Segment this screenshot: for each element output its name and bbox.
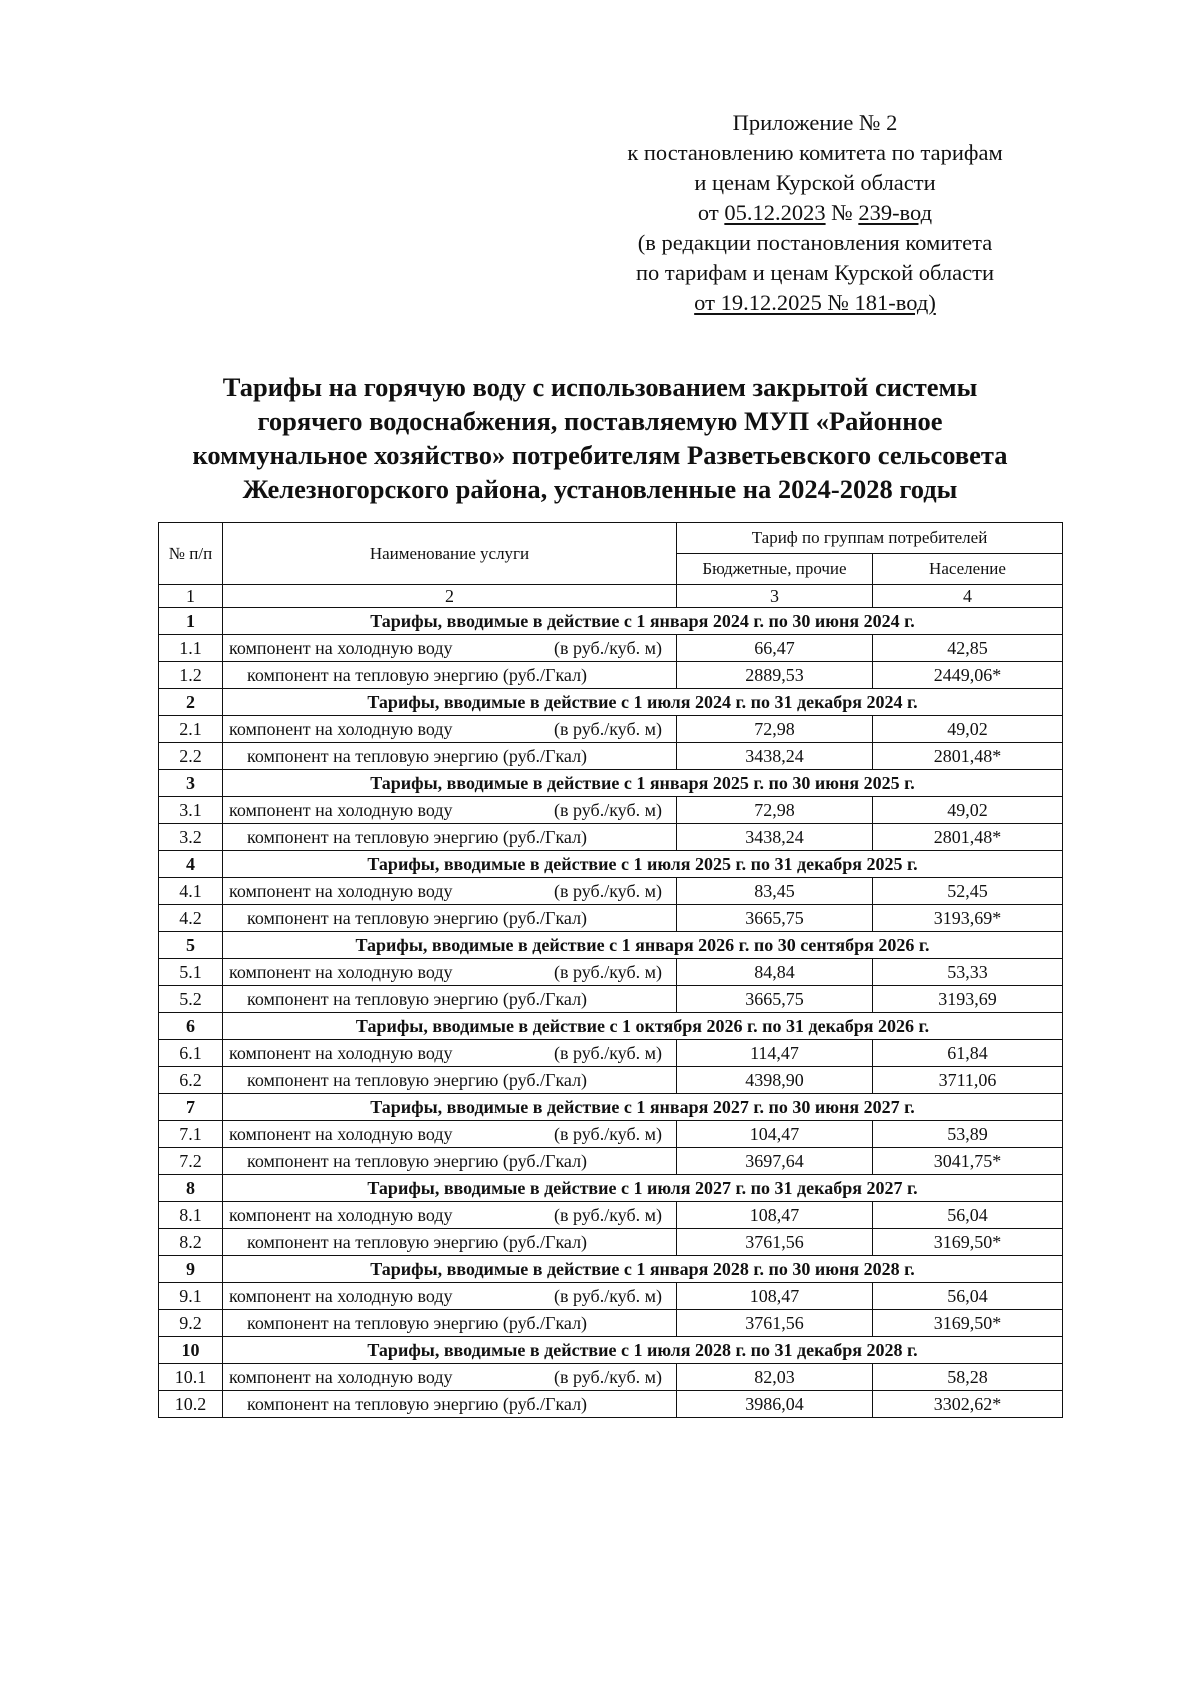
population-tariff: 3193,69: [873, 986, 1063, 1013]
section-title: Тарифы, вводимые в действие с 1 июля 2027 г. по 31 декабря 2027 г.: [223, 1175, 1063, 1202]
service-cold-unit: (в руб./куб. м): [554, 1286, 662, 1306]
population-tariff: 53,89: [873, 1121, 1063, 1148]
population-tariff: 3711,06: [873, 1067, 1063, 1094]
service-name: [223, 1040, 677, 1067]
row-number: 9.2: [159, 1310, 223, 1337]
row-number: 3.2: [159, 824, 223, 851]
service-name: [223, 1283, 677, 1310]
tariff-row: [159, 797, 1063, 824]
budget-tariff: 72,98: [677, 797, 873, 824]
budget-tariff: 3986,04: [677, 1391, 873, 1418]
section-row: [159, 689, 1063, 716]
section-number: 4: [159, 851, 223, 878]
order-reference: [580, 198, 1050, 228]
budget-tariff: 72,98: [677, 716, 873, 743]
budget-tariff: 3761,56: [677, 1310, 873, 1337]
service-cold-wrap: [229, 1041, 670, 1065]
amendment-reference: от 19.12.2025 № 181-вод): [694, 290, 936, 315]
population-tariff: 53,33: [873, 959, 1063, 986]
service-name: [223, 959, 677, 986]
population-tariff: 3302,62*: [873, 1391, 1063, 1418]
tariff-row: [159, 1229, 1063, 1256]
population-tariff: 3169,50*: [873, 1310, 1063, 1337]
service-cold-wrap: [229, 636, 670, 660]
section-title: Тарифы, вводимые в действие с 1 января 2025 г. по 30 июня 2025 г.: [223, 770, 1063, 797]
row-number: 7.1: [159, 1121, 223, 1148]
row-number: 3.1: [159, 797, 223, 824]
row-number: 2.1: [159, 716, 223, 743]
tariff-row: [159, 986, 1063, 1013]
budget-tariff: 114,47: [677, 1040, 873, 1067]
service-heat-label: компонент на тепловую энергию (руб./Гкал): [247, 746, 588, 766]
tariff-row: [159, 1067, 1063, 1094]
tariff-table-body: [159, 523, 1063, 1418]
service-name: [223, 1391, 677, 1418]
tariff-row: [159, 635, 1063, 662]
service-cold-unit: (в руб./куб. м): [554, 881, 662, 901]
row-number: 9.1: [159, 1283, 223, 1310]
service-cold-label: компонент на холодную воду: [229, 962, 453, 982]
order-no-sign: №: [831, 200, 853, 225]
population-tariff: 2449,06*: [873, 662, 1063, 689]
service-cold-wrap: [229, 1203, 670, 1227]
budget-tariff: 3761,56: [677, 1229, 873, 1256]
row-number: 10.2: [159, 1391, 223, 1418]
budget-tariff: 3665,75: [677, 986, 873, 1013]
service-cold-wrap: [229, 879, 670, 903]
tariff-row: [159, 1040, 1063, 1067]
table-header-row: [159, 523, 1063, 554]
service-cold-label: компонент на холодную воду: [229, 800, 453, 820]
tariff-row: [159, 959, 1063, 986]
population-tariff: 49,02: [873, 716, 1063, 743]
tariff-row: [159, 662, 1063, 689]
population-tariff: 58,28: [873, 1364, 1063, 1391]
section-title: Тарифы, вводимые в действие с 1 января 2026 г. по 30 сентября 2026 г.: [223, 932, 1063, 959]
service-name: [223, 716, 677, 743]
service-heat-label: компонент на тепловую энергию (руб./Гкал): [247, 989, 588, 1009]
column-number: 1: [159, 585, 223, 608]
section-number: 9: [159, 1256, 223, 1283]
budget-tariff: 108,47: [677, 1283, 873, 1310]
service-name: [223, 905, 677, 932]
service-name: [223, 1229, 677, 1256]
section-title: Тарифы, вводимые в действие с 1 января 2024 г. по 30 июня 2024 г.: [223, 608, 1063, 635]
budget-tariff: 82,03: [677, 1364, 873, 1391]
section-row: [159, 608, 1063, 635]
title-line: коммунальное хозяйство» потребителям Разветьевского сельсовета: [192, 440, 1008, 470]
section-number: 3: [159, 770, 223, 797]
section-number: 8: [159, 1175, 223, 1202]
section-row: [159, 932, 1063, 959]
budget-tariff: 2889,53: [677, 662, 873, 689]
tariff-row: [159, 824, 1063, 851]
service-cold-unit: (в руб./куб. м): [554, 800, 662, 820]
service-cold-label: компонент на холодную воду: [229, 1124, 453, 1144]
budget-tariff: 84,84: [677, 959, 873, 986]
order-prefix: от: [697, 200, 719, 225]
header-service: Наименование услуги: [223, 523, 677, 585]
order-number: 239-вод: [858, 200, 933, 225]
budget-tariff: 66,47: [677, 635, 873, 662]
order-date: 05.12.2023: [724, 200, 826, 225]
service-cold-wrap: [229, 717, 670, 741]
budget-tariff: 3438,24: [677, 743, 873, 770]
tariff-row: [159, 1310, 1063, 1337]
service-cold-label: компонент на холодную воду: [229, 719, 453, 739]
row-number: 2.2: [159, 743, 223, 770]
title-line: Тарифы на горячую воду с использованием закрытой системы: [222, 372, 978, 402]
service-heat-label: компонент на тепловую энергию (руб./Гкал): [247, 1313, 588, 1333]
section-title: Тарифы, вводимые в действие с 1 июля 2024 г. по 31 декабря 2024 г.: [223, 689, 1063, 716]
row-number: 5.1: [159, 959, 223, 986]
row-number: 8.2: [159, 1229, 223, 1256]
service-heat-label: компонент на тепловую энергию (руб./Гкал): [247, 908, 588, 928]
tariff-row: [159, 1121, 1063, 1148]
tariff-row: [159, 743, 1063, 770]
service-cold-wrap: [229, 1122, 670, 1146]
service-cold-label: компонент на холодную воду: [229, 638, 453, 658]
tariff-row: [159, 1202, 1063, 1229]
service-cold-label: компонент на холодную воду: [229, 1367, 453, 1387]
service-cold-label: компонент на холодную воду: [229, 881, 453, 901]
row-number: 8.1: [159, 1202, 223, 1229]
row-number: 4.1: [159, 878, 223, 905]
service-name: [223, 824, 677, 851]
title-line: горячего водоснабжения, поставляемую МУП «Районное: [257, 406, 943, 436]
document-title: [150, 370, 1050, 506]
service-name: [223, 1148, 677, 1175]
row-number: 7.2: [159, 1148, 223, 1175]
appendix-ref-line-1: к постановлению комитета по тарифам: [627, 140, 1003, 165]
service-cold-wrap: [229, 1284, 670, 1308]
section-title: Тарифы, вводимые в действие с 1 января 2028 г. по 30 июня 2028 г.: [223, 1256, 1063, 1283]
section-number: 1: [159, 608, 223, 635]
population-tariff: 56,04: [873, 1283, 1063, 1310]
service-heat-label: компонент на тепловую энергию (руб./Гкал): [247, 827, 588, 847]
population-tariff: 52,45: [873, 878, 1063, 905]
budget-tariff: 4398,90: [677, 1067, 873, 1094]
service-name: [223, 986, 677, 1013]
row-number: 6.1: [159, 1040, 223, 1067]
service-cold-unit: (в руб./куб. м): [554, 1367, 662, 1387]
service-name: [223, 635, 677, 662]
service-name: [223, 1067, 677, 1094]
service-name: [223, 1364, 677, 1391]
tariff-row: [159, 716, 1063, 743]
amendment-line-2: по тарифам и ценам Курской области: [635, 260, 995, 285]
section-title: Тарифы, вводимые в действие с 1 октября 2026 г. по 31 декабря 2026 г.: [223, 1013, 1063, 1040]
amendment-line-1: (в редакции постановления комитета: [637, 230, 993, 255]
budget-tariff: 3697,64: [677, 1148, 873, 1175]
header-budget: Бюджетные, прочие: [677, 554, 873, 585]
population-tariff: 2801,48*: [873, 743, 1063, 770]
service-cold-unit: (в руб./куб. м): [554, 1124, 662, 1144]
service-name: [223, 1121, 677, 1148]
service-name: [223, 878, 677, 905]
header-population: Население: [873, 554, 1063, 585]
service-cold-label: компонент на холодную воду: [229, 1286, 453, 1306]
section-row: [159, 1256, 1063, 1283]
service-cold-wrap: [229, 798, 670, 822]
row-number: 1.2: [159, 662, 223, 689]
section-number: 7: [159, 1094, 223, 1121]
budget-tariff: 83,45: [677, 878, 873, 905]
section-row: [159, 1013, 1063, 1040]
appendix-ref-line-2: и ценам Курской области: [694, 170, 936, 195]
service-name: [223, 797, 677, 824]
row-number: 5.2: [159, 986, 223, 1013]
tariff-row: [159, 1364, 1063, 1391]
service-name: [223, 1202, 677, 1229]
service-heat-label: компонент на тепловую энергию (руб./Гкал): [247, 1394, 588, 1414]
service-cold-unit: (в руб./куб. м): [554, 962, 662, 982]
population-tariff: 3169,50*: [873, 1229, 1063, 1256]
service-heat-label: компонент на тепловую энергию (руб./Гкал): [247, 665, 588, 685]
appendix-header: [580, 108, 1050, 318]
population-tariff: 56,04: [873, 1202, 1063, 1229]
appendix-number: Приложение № 2: [732, 110, 898, 135]
budget-tariff: 3438,24: [677, 824, 873, 851]
service-name: [223, 662, 677, 689]
tariff-row: [159, 878, 1063, 905]
section-row: [159, 1175, 1063, 1202]
row-number: 6.2: [159, 1067, 223, 1094]
population-tariff: 2801,48*: [873, 824, 1063, 851]
budget-tariff: 104,47: [677, 1121, 873, 1148]
service-cold-unit: (в руб./куб. м): [554, 1043, 662, 1063]
column-number: 2: [223, 585, 677, 608]
column-number: 3: [677, 585, 873, 608]
section-row: [159, 851, 1063, 878]
population-tariff: 42,85: [873, 635, 1063, 662]
section-number: 2: [159, 689, 223, 716]
header-tariff-group: Тариф по группам потребителей: [677, 523, 1063, 554]
budget-tariff: 108,47: [677, 1202, 873, 1229]
population-tariff: 49,02: [873, 797, 1063, 824]
section-number: 6: [159, 1013, 223, 1040]
service-heat-label: компонент на тепловую энергию (руб./Гкал): [247, 1232, 588, 1252]
population-tariff: 3193,69*: [873, 905, 1063, 932]
row-number: 1.1: [159, 635, 223, 662]
population-tariff: 3041,75*: [873, 1148, 1063, 1175]
column-number: 4: [873, 585, 1063, 608]
section-number: 10: [159, 1337, 223, 1364]
tariff-table: [158, 522, 1063, 1418]
service-name: [223, 1310, 677, 1337]
service-cold-label: компонент на холодную воду: [229, 1205, 453, 1225]
service-cold-unit: (в руб./куб. м): [554, 638, 662, 658]
service-name: [223, 743, 677, 770]
tariff-row: [159, 1148, 1063, 1175]
section-title: Тарифы, вводимые в действие с 1 июля 2025 г. по 31 декабря 2025 г.: [223, 851, 1063, 878]
service-cold-label: компонент на холодную воду: [229, 1043, 453, 1063]
title-line: Железногорского района, установленные на 2024-2028 годы: [242, 474, 958, 504]
section-title: Тарифы, вводимые в действие с 1 января 2027 г. по 30 июня 2027 г.: [223, 1094, 1063, 1121]
row-number: 4.2: [159, 905, 223, 932]
service-cold-wrap: [229, 960, 670, 984]
header-num: № п/п: [159, 523, 223, 585]
section-row: [159, 1094, 1063, 1121]
tariff-row: [159, 1391, 1063, 1418]
service-cold-unit: (в руб./куб. м): [554, 719, 662, 739]
row-number: 10.1: [159, 1364, 223, 1391]
section-row: [159, 1337, 1063, 1364]
section-title: Тарифы, вводимые в действие с 1 июля 2028 г. по 31 декабря 2028 г.: [223, 1337, 1063, 1364]
tariff-row: [159, 1283, 1063, 1310]
service-cold-wrap: [229, 1365, 670, 1389]
section-row: [159, 770, 1063, 797]
column-number-row: [159, 585, 1063, 608]
section-number: 5: [159, 932, 223, 959]
service-cold-unit: (в руб./куб. м): [554, 1205, 662, 1225]
budget-tariff: 3665,75: [677, 905, 873, 932]
population-tariff: 61,84: [873, 1040, 1063, 1067]
service-heat-label: компонент на тепловую энергию (руб./Гкал): [247, 1151, 588, 1171]
tariff-row: [159, 905, 1063, 932]
service-heat-label: компонент на тепловую энергию (руб./Гкал): [247, 1070, 588, 1090]
